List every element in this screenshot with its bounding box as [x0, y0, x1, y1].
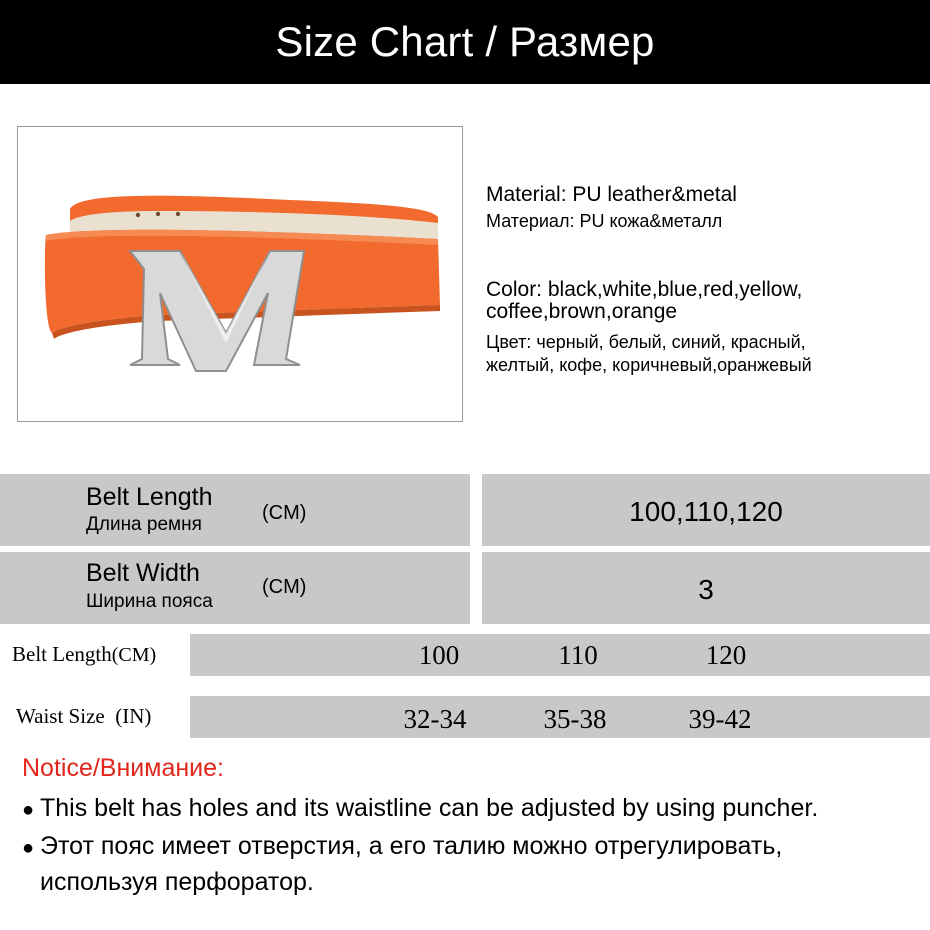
size-waist-unit: (IN) — [115, 704, 152, 728]
bullet-icon: ● — [22, 799, 35, 821]
bullet-icon: ● — [22, 837, 35, 859]
length-value-3: 120 — [705, 640, 747, 670]
length-value-2: 110 — [558, 640, 598, 670]
belt-length-value: 100,110,120 — [629, 496, 783, 527]
belt-width-value: 3 — [698, 574, 714, 605]
size-waist-label: Waist Size (IN) — [16, 704, 152, 728]
material-en: Material: PU leather&metal — [486, 183, 737, 206]
length-label-cell — [0, 474, 470, 546]
length-value-1: 100 — [418, 640, 460, 670]
notice-title: Notice/Внимание: — [22, 754, 224, 782]
notice-line-3: используя перфоратор. — [40, 868, 314, 896]
belt-width-label-ru: Ширина пояса — [86, 591, 213, 612]
color-ru-line2: желтый, кофе, коричневый,оранжевый — [486, 355, 812, 375]
material-ru: Материал: PU кожа&металл — [486, 211, 723, 231]
width-label-cell — [0, 552, 470, 624]
waist-value-2: 35-38 — [543, 704, 607, 734]
belt-length-label: Belt Length — [86, 483, 213, 511]
notice-text-ru: Этот пояс имеет отверстия, а его талию можно отрегулировать, — [40, 832, 783, 860]
belt-width-unit: (CM) — [262, 576, 307, 598]
product-image — [17, 126, 463, 422]
waist-value-1: 32-34 — [403, 704, 467, 734]
notice-line-1 — [22, 792, 818, 826]
notice-text-en: This belt has holes and its waistline can be adjusted by using puncher. — [40, 794, 819, 822]
size-length-unit: (CM) — [111, 644, 157, 666]
belt-length-unit: (CM) — [262, 502, 307, 524]
color-ru-line1: Цвет: черный, белый, синий, красный, — [486, 332, 806, 352]
notice-line-2 — [22, 830, 782, 864]
belt-width-label: Belt Width — [86, 559, 200, 587]
color-en-line2: coffee,brown,orange — [486, 300, 678, 323]
color-en-line1: Color: black,white,blue,red,yellow, — [486, 278, 803, 301]
size-length-label: Belt Length(CM) — [12, 642, 157, 666]
page-title: Size Chart / Размер — [0, 0, 930, 84]
belt-illustration — [18, 127, 464, 423]
waist-value-3: 39-42 — [688, 704, 752, 734]
belt-length-label-ru: Длина ремня — [86, 514, 202, 535]
